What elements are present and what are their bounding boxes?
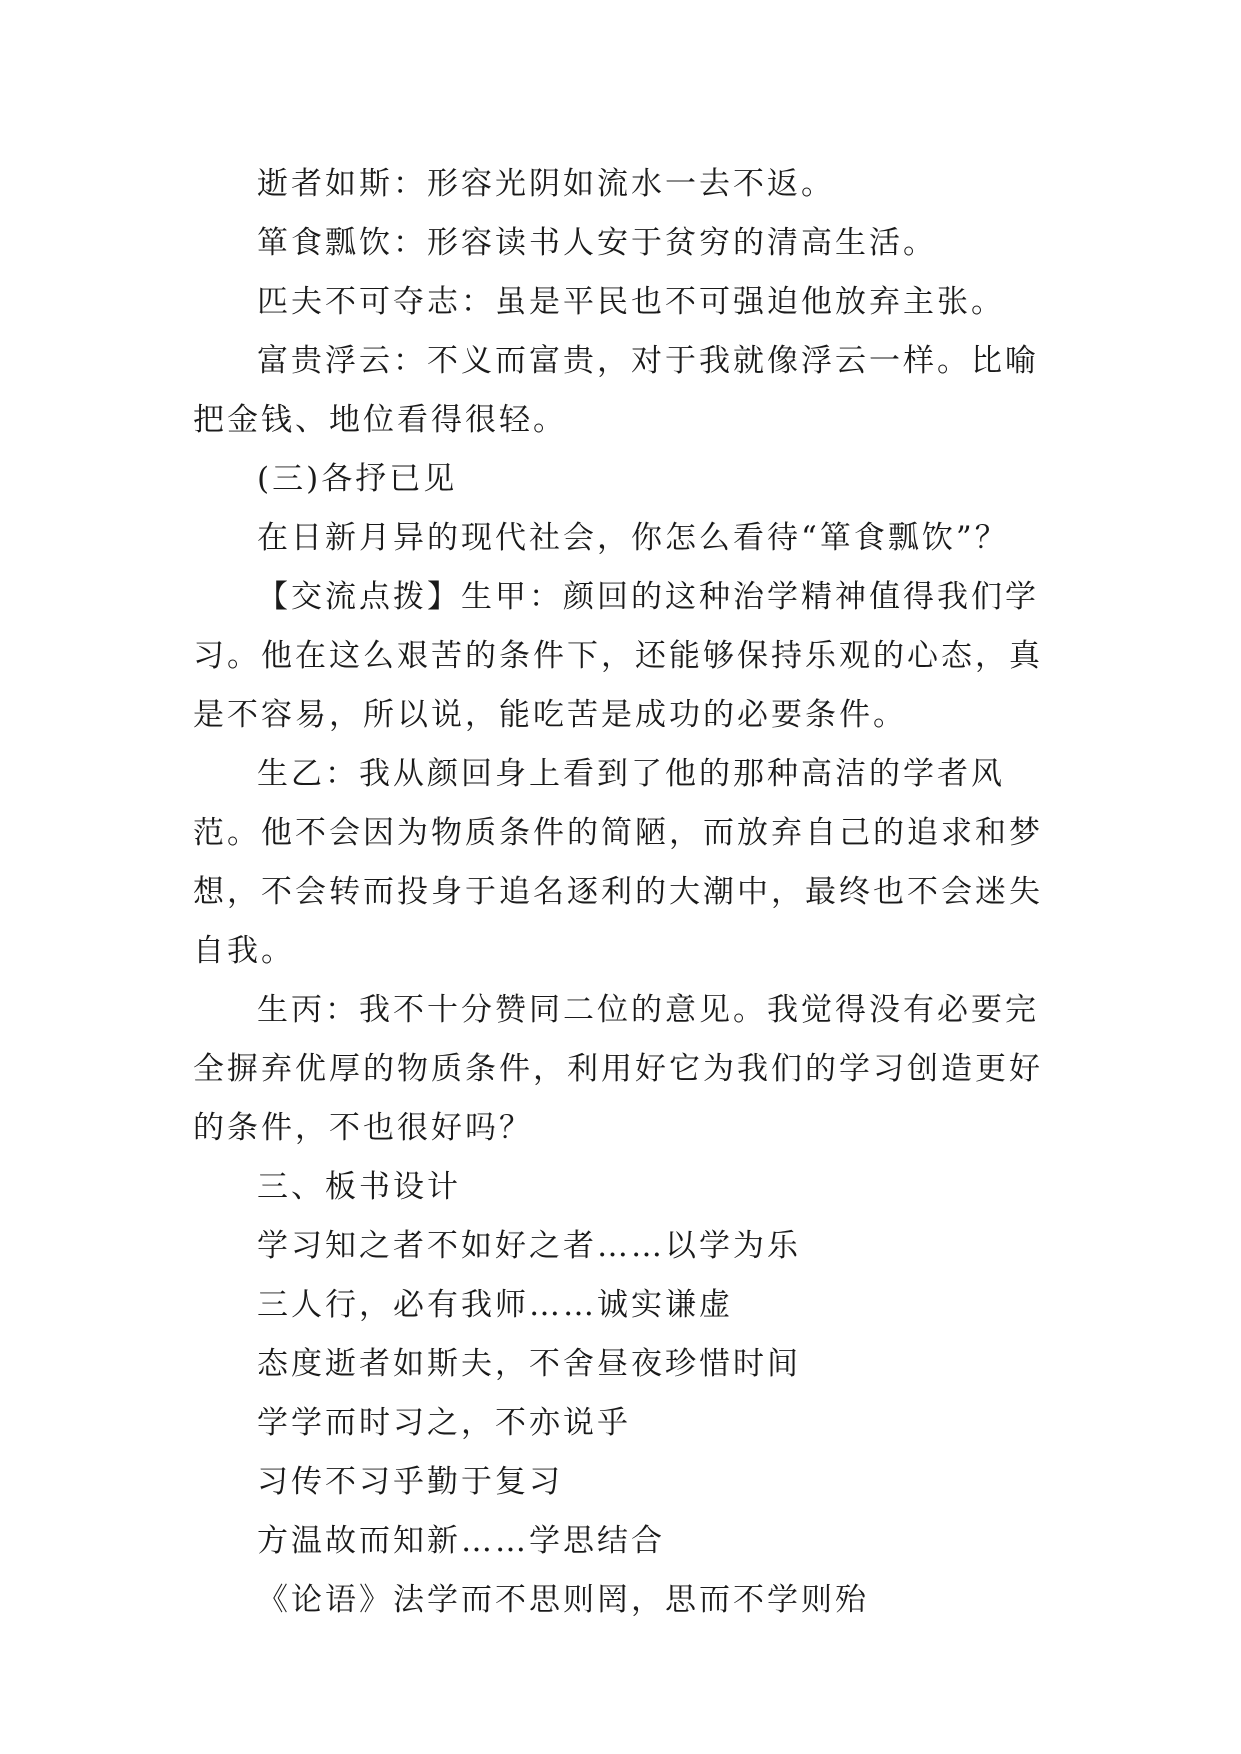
paragraph-idiom-shizhe-rusi: 逝者如斯：形容光阴如流水一去不返。	[257, 166, 835, 202]
document-body	[193, 155, 1053, 1630]
paragraph-discussion-question: 在日新月异的现代社会，你怎么看待“箪食瓢饮”？	[257, 520, 1009, 556]
board-line-5: 习传不习乎勤于复习	[257, 1464, 563, 1500]
board-line-6: 方温故而知新……学思结合	[257, 1523, 665, 1559]
paragraph-idiom-danshi-piaoyin: 箪食瓢饮：形容读书人安于贫穷的清高生活。	[257, 225, 937, 261]
board-line-3: 态度逝者如斯夫，不舍昼夜珍惜时间	[257, 1346, 801, 1382]
board-line-1: 学习知之者不如好之者……以学为乐	[257, 1228, 801, 1264]
paragraph-student-c: 生丙：我不十分赞同二位的意见。我觉得没有必要完全摒弃优厚的物质条件，利用好它为我们的学习创造更好的条件，不也很好吗？	[193, 992, 1043, 1146]
board-line-7: 《论语》法学而不思则罔，思而不学则殆	[257, 1582, 869, 1618]
section-heading-board-design: 三、板书设计	[257, 1169, 461, 1205]
paragraph-student-b: 生乙：我从颜回身上看到了他的那种高洁的学者风范。他不会因为物质条件的简陋，而放弃自己的追求和梦想，不会转而投身于追名逐利的大潮中，最终也不会迷失自我。	[193, 756, 1043, 969]
paragraph-idiom-pifu-bukeduozhi: 匹夫不可夺志：虽是平民也不可强迫他放弃主张。	[257, 284, 1005, 320]
section-heading-gezhu-jijian: (三)各抒已见	[257, 461, 458, 497]
board-line-2: 三人行，必有我师……诚实谦虚	[257, 1287, 733, 1323]
paragraph-student-a: 【交流点拨】生甲：颜回的这种治学精神值得我们学习。他在这么艰苦的条件下，还能够保持乐观的心态，真是不容易，所以说，能吃苦是成功的必要条件。	[193, 579, 1043, 733]
paragraph-idiom-fugui-fuyun: 富贵浮云：不义而富贵，对于我就像浮云一样。比喻把金钱、地位看得很轻。	[193, 343, 1039, 438]
board-line-4: 学学而时习之，不亦说乎	[257, 1405, 631, 1441]
